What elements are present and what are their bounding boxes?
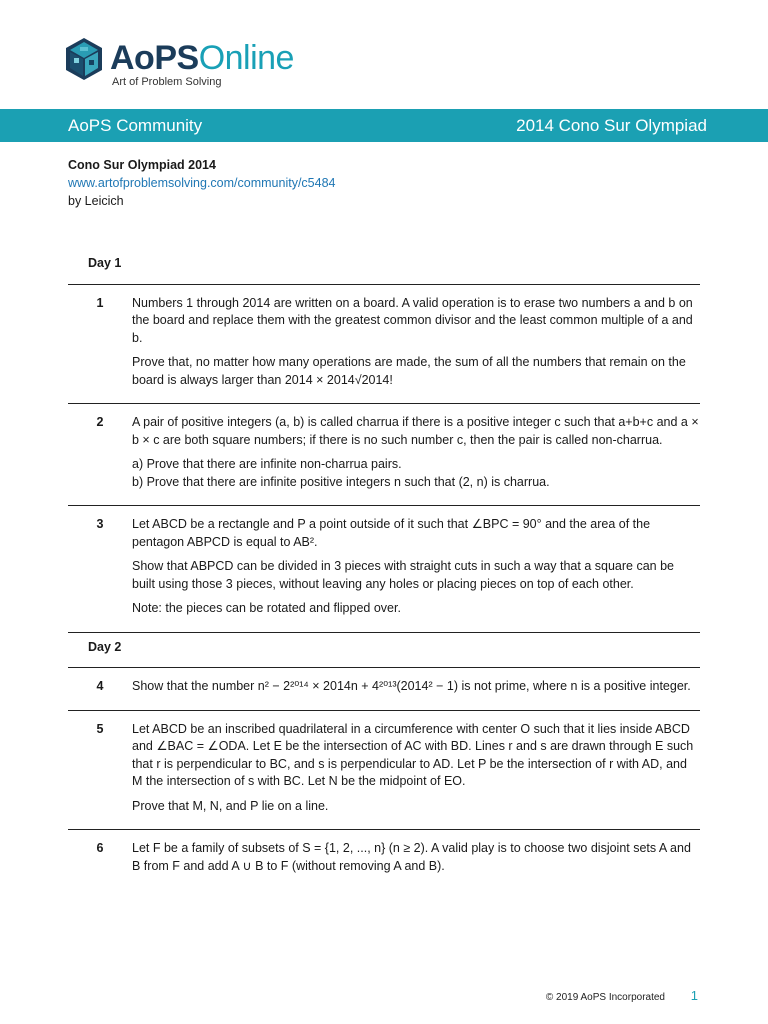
day-heading: Day 2 (68, 633, 700, 669)
problem-text: Show that the number n² − 2²⁰¹⁴ × 2014n + 4²⁰¹³(2014² − 1) is not prime, where n is a positive integer. (132, 679, 691, 693)
problem-text: A pair of positive integers (a, b) is called charrua if there is a positive integer c such that a+b+c and a × b × c are both square numbers; if there is no such number c, then the pair is called non-charrua. (132, 415, 699, 447)
problem-text: Note: the pieces can be rotated and flipped over. (132, 601, 401, 615)
logo-subtitle: Art of Problem Solving (112, 76, 222, 88)
copyright: © 2019 AoPS Incorporated (545, 992, 665, 1003)
problem-text: Let ABCD be a rectangle and P a point outside of it such that ∠BPC = 90° and the area of the pentagon ABPCD is equal to AB². (132, 517, 651, 549)
banner-left: AoPS Community (68, 116, 203, 135)
contest-title: Cono Sur Olympiad 2014 (68, 158, 216, 172)
header-banner (0, 109, 768, 142)
author: by Leicich (68, 194, 124, 208)
problem-2 (68, 404, 700, 506)
problem-number: 4 (96, 679, 104, 693)
aops-cube-icon (66, 38, 102, 82)
problem-number: 2 (96, 415, 104, 429)
community-link[interactable]: www.artofproblemsolving.com/community/c5484 (68, 176, 336, 190)
logo-name-light: Online (198, 39, 294, 77)
problem-1 (68, 285, 700, 405)
problem-3 (68, 506, 700, 633)
problem-text: a) Prove that there are infinite non-charrua pairs. b) Prove that there are infinite positive integers n such that (2, n) is charrua. (132, 457, 550, 489)
problem-6 (68, 830, 700, 889)
document-meta (68, 156, 335, 210)
banner-right: 2014 Cono Sur Olympiad (516, 116, 707, 135)
problem-5 (68, 711, 700, 831)
problem-number: 1 (96, 295, 104, 310)
problem-list (68, 249, 700, 889)
problem-text: Show that ABPCD can be divided in 3 pieces with straight cuts in such a way that a square can be built using those 3 pieces, without leaving any holes or placing pieces on top of each other. (132, 559, 674, 591)
problem-text: Let ABCD be an inscribed quadrilateral in a circumference with center O such that it lies inside ABCD and ∠BAC = ∠ODA. Let E be the intersection of AC with BD. Lines r and s are drawn through E such that r is perpendicular to BC, and s is perpendicular to AD. Let P be the intersection of r with AD, and M the intersection of s with BC. Let N be the midpoint of EO. (132, 721, 694, 788)
problem-text: Prove that, no matter how many operations are made, the sum of all the numbers that remain on the board is always larger than 2014 × 2014√2014! (132, 355, 686, 387)
problem-text: Numbers 1 through 2014 are written on a board. A valid operation is to erase two numbers a and b on the board and replace them with the greatest common divisor and the least common multiple of a and b. (132, 295, 693, 345)
problem-number: 5 (96, 721, 104, 736)
problem-text: Let F be a family of subsets of S = {1, 2, ..., n} (n ≥ 2). A valid play is to choose two disjoint sets A and B from F and add A ∪ B to F (without removing A and B). (132, 841, 691, 873)
problem-text: Prove that M, N, and P lie on a line. (132, 798, 329, 813)
problem-number: 3 (96, 517, 104, 531)
aops-logo (66, 38, 294, 94)
problem-number: 6 (96, 841, 104, 855)
logo-name-bold: AoPS (110, 39, 199, 77)
page-number: 1 (690, 988, 698, 1003)
day-heading: Day 1 (68, 249, 700, 285)
problem-4 (68, 668, 700, 711)
